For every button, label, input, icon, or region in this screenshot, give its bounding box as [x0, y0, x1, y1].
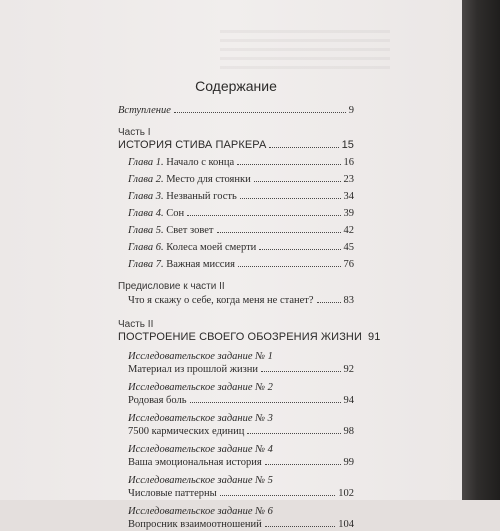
toc-entry-task-6[interactable] [128, 518, 354, 531]
page-number: 16 [343, 157, 354, 168]
task-title: Родовая боль [128, 395, 187, 406]
part-label: Часть II [118, 319, 154, 330]
entry-title: Вступление [118, 105, 171, 116]
task-3-heading [128, 412, 354, 425]
page-number: 9 [348, 105, 354, 116]
part-label: Часть I [118, 127, 151, 138]
chapter-title: Важная миссия [166, 259, 235, 270]
page-number: 42 [343, 225, 354, 236]
toc-entry-chapter-5[interactable] [128, 224, 354, 237]
leader-dots [269, 146, 338, 148]
toc-entry-part2[interactable] [118, 331, 381, 344]
page-number: 34 [343, 191, 354, 202]
leader-dots [237, 163, 340, 165]
leader-dots [259, 248, 340, 250]
leader-dots [317, 301, 341, 303]
page-number: 45 [343, 242, 354, 253]
part1-label [118, 126, 354, 139]
leader-dots [265, 463, 341, 465]
toc-entry-task-3[interactable] [128, 425, 354, 438]
task-title: Числовые паттерны [128, 488, 217, 499]
toc-entry-preface2[interactable] [128, 294, 354, 307]
toc-entry-task-1[interactable] [128, 363, 354, 376]
chapter-number: Глава 2. [128, 174, 164, 185]
part-title: ПОСТРОЕНИЕ СВОЕГО ОБОЗРЕНИЯ ЖИЗНИ [118, 331, 362, 343]
part2-label [118, 318, 354, 331]
task-2-heading [128, 381, 354, 394]
chapter-title: Колеса моей смерти [166, 242, 257, 253]
task-title: Материал из прошлой жизни [128, 364, 259, 375]
page-number: 104 [338, 519, 354, 530]
leader-dots [220, 494, 336, 496]
leader-dots [187, 214, 340, 216]
leader-dots [174, 111, 346, 113]
task-title: Вопросник взаимоотношений [128, 519, 262, 530]
toc-entry-chapter-7[interactable] [128, 258, 354, 271]
task-title: 7500 кармических единиц [128, 426, 245, 437]
task-4-heading [128, 443, 354, 456]
chapter-number: Глава 7. [128, 259, 164, 270]
toc-heading: Содержание [195, 78, 277, 94]
leader-dots [247, 432, 340, 434]
task-6-heading [128, 505, 354, 518]
task-label: Исследовательское задание № 5 [128, 475, 273, 486]
toc-entry-task-2[interactable] [128, 394, 354, 407]
chapter-title: Незваный гость [166, 191, 237, 202]
leader-dots [265, 525, 336, 527]
leader-dots [190, 401, 341, 403]
chapter-title: Начало с конца [166, 157, 235, 168]
chapter-title: Сон [166, 208, 185, 219]
chapter-number: Глава 6. [128, 242, 164, 253]
task-label: Исследовательское задание № 6 [128, 506, 273, 517]
book-spine-shadow [462, 0, 500, 500]
toc-entry-chapter-6[interactable] [128, 241, 354, 254]
chapter-number: Глава 4. [128, 208, 164, 219]
leader-dots [254, 180, 341, 182]
task-label: Исследовательское задание № 4 [128, 444, 273, 455]
page-number: 91 [367, 331, 381, 343]
leader-dots [238, 265, 341, 267]
toc-entry-chapter-4[interactable] [128, 207, 354, 220]
chapter-number: Глава 3. [128, 191, 164, 202]
page-number: 92 [343, 364, 354, 375]
chapter-number: Глава 1. [128, 157, 164, 168]
toc-entry-part1[interactable] [118, 139, 354, 152]
toc-entry-task-5[interactable] [128, 487, 354, 500]
page-number: 99 [343, 457, 354, 468]
leader-dots [240, 197, 341, 199]
toc-entry-chapter-3[interactable] [128, 190, 354, 203]
chapter-title: Свет зовет [166, 225, 214, 236]
leader-dots [217, 231, 341, 233]
preface2-label [118, 280, 354, 293]
toc-entry-intro[interactable] [118, 104, 354, 117]
part-title: ИСТОРИЯ СТИВА ПАРКЕРА [118, 139, 267, 151]
task-title: Ваша эмоциональная история [128, 457, 262, 468]
task-5-heading [128, 474, 354, 487]
entry-title: Что я скажу о себе, когда меня не станет? [128, 295, 314, 306]
task-label: Исследовательское задание № 2 [128, 382, 273, 393]
chapter-number: Глава 5. [128, 225, 164, 236]
page-number: 94 [343, 395, 354, 406]
page-number: 76 [343, 259, 354, 270]
page-number: 39 [343, 208, 354, 219]
leader-dots [261, 370, 340, 372]
page-number: 15 [341, 139, 354, 151]
page-number: 23 [343, 174, 354, 185]
toc-entry-chapter-1[interactable] [128, 156, 354, 169]
section-label: Предисловие к части II [118, 281, 225, 292]
page-number: 83 [343, 295, 354, 306]
page-number: 102 [338, 488, 354, 499]
toc-entry-chapter-2[interactable] [128, 173, 354, 186]
task-label: Исследовательское задание № 3 [128, 413, 273, 424]
task-1-heading [128, 350, 354, 363]
chapter-title: Место для стоянки [166, 174, 251, 185]
toc-entry-task-4[interactable] [128, 456, 354, 469]
page-number: 98 [343, 426, 354, 437]
task-label: Исследовательское задание № 1 [128, 351, 273, 362]
